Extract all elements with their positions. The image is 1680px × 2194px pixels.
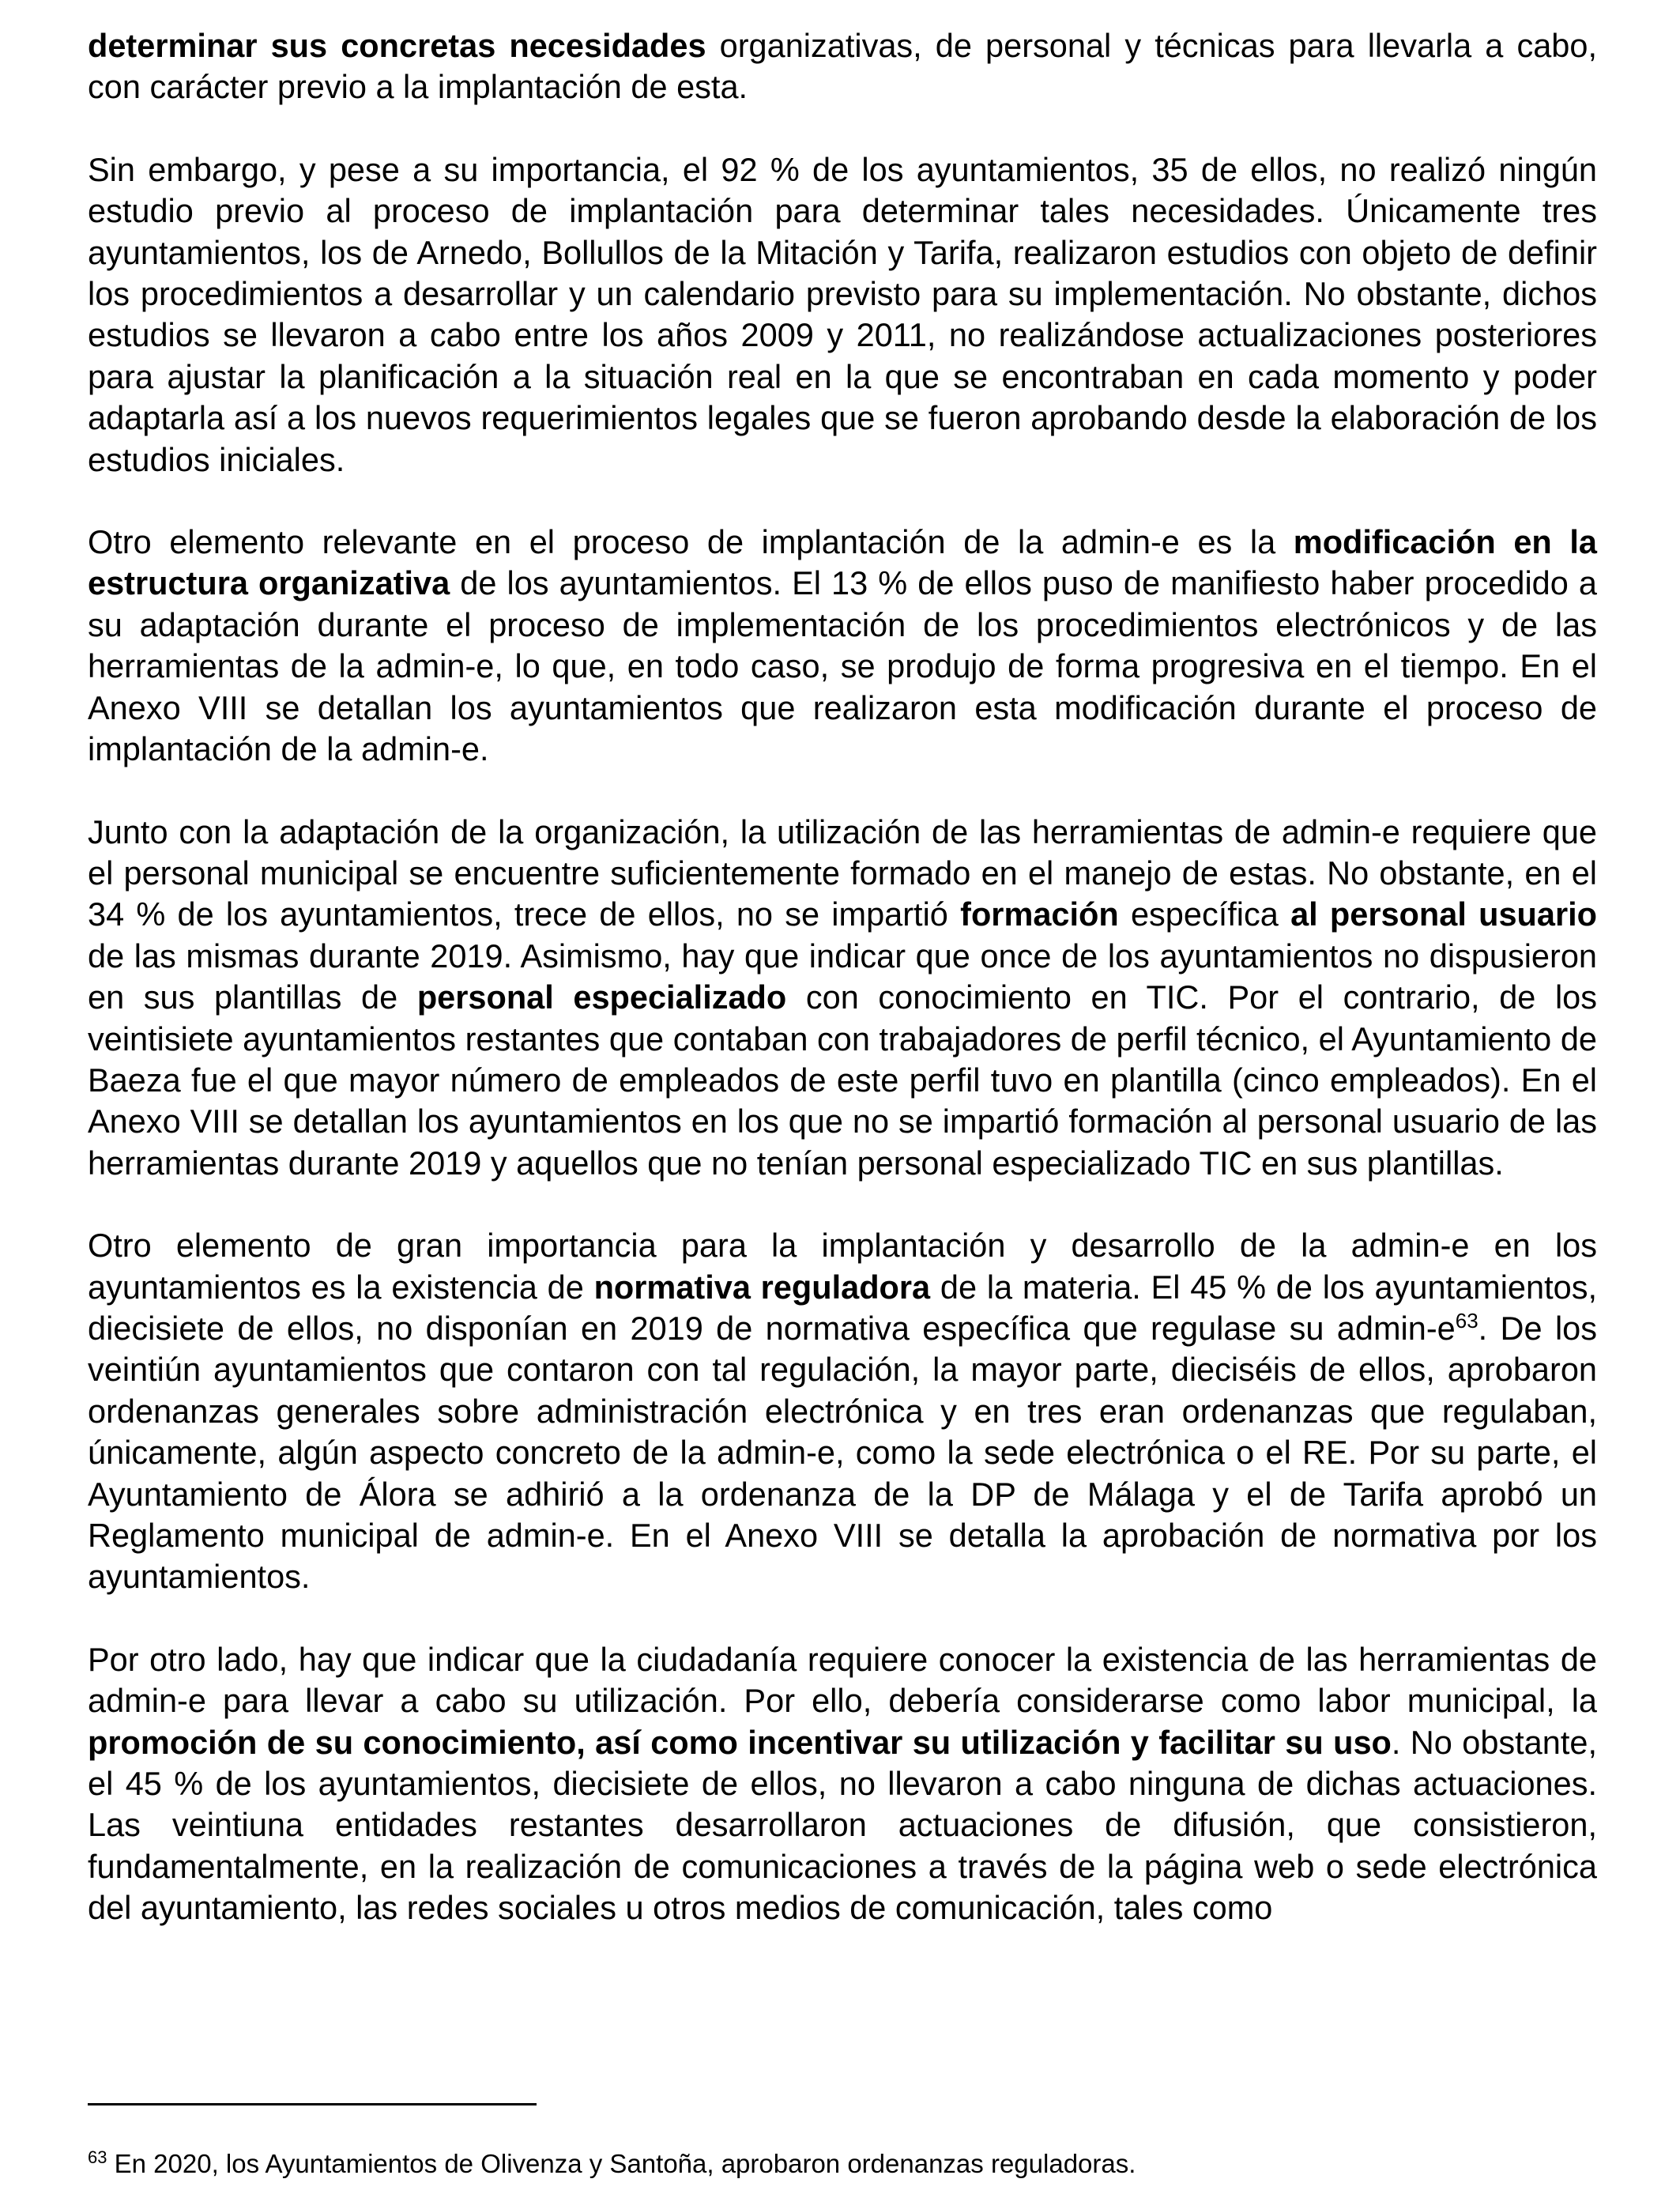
bold-text: personal especializado [416, 978, 787, 1016]
footnote [88, 2148, 1597, 2180]
paragraph-4 [88, 812, 1597, 1185]
document-body [88, 25, 1597, 1929]
text-run: de los ayuntamientos. El 13 % de ellos puso de manifiesto haber procedido a su adaptación durante el proceso de implementación de los procedimientos electrónicos y de las herramientas de la admin-e, lo que, en todo caso, se produjo de forma progresiva en el tiempo. En el Anexo VIII se detallan los ayuntamientos que realizaron esta modificación durante el proceso de implantación de la admin-e. [88, 564, 1597, 768]
paragraph-1 [88, 25, 1597, 108]
text-run: . De los veintiún ayuntamientos que contaron con tal regulación, la mayor parte, dieciséis de ellos, aprobaron ordenanzas generales sobre administración electrónica y en tres eran ordenanzas que regulaban, únicamente, algún aspecto concreto de la admin-e, como la sede electrónica o el RE. Por su parte, el Ayuntamiento de Álora se adhirió a la ordenanza de la DP de Málaga y el de Tarifa aprobó un Reglamento municipal de admin-e. En el Anexo VIII se detalla la aprobación de normativa por los ayuntamientos. [88, 1309, 1597, 1596]
text-run: de la materia. El 45 % de los ayuntamientos, diecisiete de ellos, no disponían en 2019 de normativa específica que regulase su admin-e [88, 1268, 1597, 1347]
footnote-marker: 63 [88, 2147, 107, 2167]
text-run: Otro elemento relevante en el proceso de implantación de la admin-e es la [88, 523, 1294, 561]
bold-text: al personal usuario [1290, 895, 1597, 933]
text-run: Junto con la adaptación de la organización, la utilización de las herramientas de admin-e requiere que el personal municipal se encuentre suficientemente formado en el manejo de estas. No obstante, en el 34 % de los ayuntamientos, trece de ellos, no se impartió [88, 812, 1597, 933]
footnote-text: En 2020, los Ayuntamientos de Olivenza y Santoña, aprobaron ordenanzas reguladoras. [107, 2149, 1136, 2178]
footnote-reference[interactable]: 63 [1455, 1309, 1478, 1333]
bold-text: normativa reguladora [593, 1268, 931, 1306]
text-run: Sin embargo, y pese a su importancia, el 92 % de los ayuntamientos, 35 de ellos, no realizó ningún estudio previo al proceso de implantación para determinar tales necesidades. Únicamente tres ayuntamientos, los de Arnedo, Bollullos de la Mitación y Tarifa, realizaron estudios con objeto de definir los procedimientos a desarrollar y un calendario previsto para su implementación. No obstante, dichos estudios se llevaron a cabo entre los años 2009 y 2011, no realizándose actualizaciones posteriores para ajustar la planificación a la situación real en la que se encontraban en cada momento y poder adaptarla así a los nuevos requerimientos legales que se fueron aprobando desde la elaboración de los estudios iniciales. [88, 150, 1597, 478]
paragraph-2 [88, 149, 1597, 481]
paragraph-6 [88, 1639, 1597, 1929]
text-run: Por otro lado, hay que indicar que la ciudadanía requiere conocer la existencia de las herramientas de admin-e para llevar a cabo su utilización. Por ello, debería considerarse como labor municipal, la [88, 1640, 1597, 1720]
text-run: con conocimiento en TIC. Por el contrario, de los veintisiete ayuntamientos restantes que contaban con trabajadores de perfil técnico, el Ayuntamiento de Baeza fue el que mayor número de empleados de este perfil tuvo en plantilla (cinco empleados). En el Anexo VIII se detallan los ayuntamientos en los que no se impartió formación al personal usuario de las herramientas durante 2019 y aquellos que no tenían personal especializado TIC en sus plantillas. [88, 978, 1598, 1182]
text-run: Otro elemento de gran importancia para la implantación y desarrollo de la admin-e en los ayuntamientos es la existencia de [88, 1227, 1597, 1306]
text-run: organizativas, de personal y técnicas para llevarla a cabo, con carácter previo a la implantación de esta. [88, 27, 1597, 106]
text-run: de las mismas durante 2019. Asimismo, hay que indicar que once de los ayuntamientos no dispusieron en sus plantillas de [88, 937, 1597, 1016]
bold-text: modificación en la estructura organizativa [88, 523, 1597, 602]
bold-text: promoción de su conocimiento, así como incentivar su utilización y facilitar su uso [88, 1723, 1392, 1761]
text-run: específica [1118, 895, 1291, 933]
bold-text: determinar sus concretas necesidades [88, 27, 706, 64]
footnote-separator [88, 2103, 537, 2105]
bold-text: formación [960, 895, 1119, 933]
paragraph-5 [88, 1225, 1597, 1598]
text-run: . No obstante, el 45 % de los ayuntamientos, diecisiete de ellos, no llevaron a cabo ninguna de dichas actuaciones. Las veintiuna entidades restantes desarrollaron actuaciones de difusión, que consistieron, fundamentalmente, en la realización de comunicaciones a través de la página web o sede electrónica del ayuntamiento, las redes sociales u otros medios de comunicación, tales como [88, 1723, 1597, 1927]
paragraph-3 [88, 522, 1597, 770]
